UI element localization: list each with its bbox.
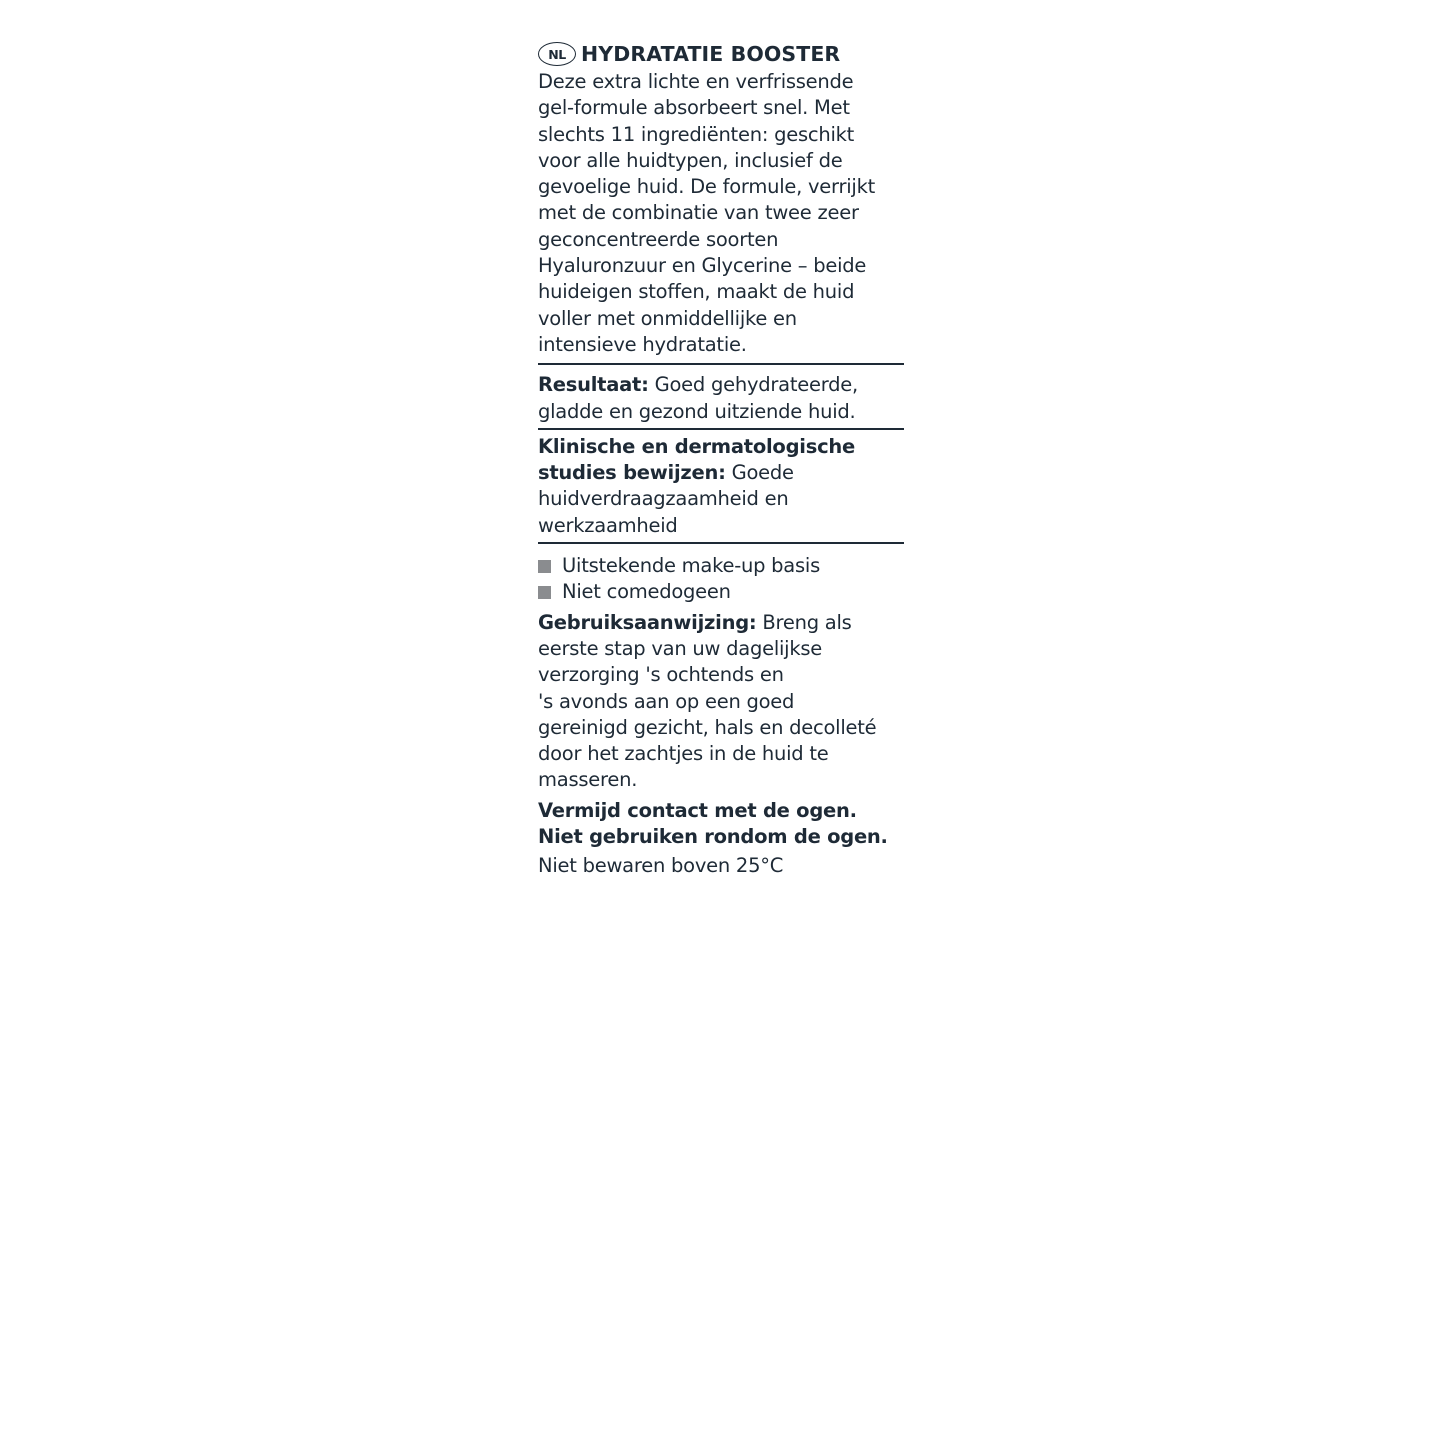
list-item-text: Niet comedogeen <box>562 580 731 604</box>
usage-line: gereinigd gezicht, hals en decolleté <box>538 715 877 739</box>
usage-line: door het zachtjes in de huid te <box>538 742 829 766</box>
result-line: gladde en gezond uitziende huid. <box>538 399 856 423</box>
intro-paragraph <box>538 69 904 358</box>
warning-line: Niet gebruiken rondom de ogen. <box>538 825 888 849</box>
intro-line: gel-formule absorbeert snel. Met <box>538 96 850 120</box>
intro-line: geconcentreerde soorten <box>538 227 779 251</box>
square-bullet-icon <box>538 560 551 573</box>
list-item <box>538 579 904 605</box>
result-label: Resultaat: <box>538 373 649 397</box>
language-badge: NL <box>538 42 576 66</box>
usage-line <box>538 610 904 636</box>
clinical-text: Goede <box>725 461 794 485</box>
storage-note <box>538 853 904 879</box>
result-text: Goed gehydrateerde, <box>648 373 859 397</box>
usage-text: Breng als <box>756 610 852 634</box>
clinical-line: huidverdraagzaamheid en <box>538 487 789 511</box>
intro-line: huideigen stoffen, maakt de huid <box>538 280 855 304</box>
list-item <box>538 553 904 579</box>
usage-line: verzorging 's ochtends en <box>538 663 784 687</box>
usage-line: 's avonds aan op een goed <box>538 689 795 713</box>
product-title: HYDRATATIE BOOSTER <box>581 42 841 66</box>
storage-text: Niet bewaren boven 25°C <box>538 854 784 878</box>
intro-line: Deze extra lichte en verfrissende <box>538 70 854 93</box>
divider <box>538 542 904 544</box>
result-paragraph <box>538 372 904 425</box>
title-row <box>538 39 904 69</box>
square-bullet-icon <box>538 586 551 599</box>
intro-line: slechts 11 ingrediënten: geschikt <box>538 122 855 146</box>
clinical-paragraph <box>538 434 904 539</box>
warning-paragraph <box>538 798 904 851</box>
result-line <box>538 372 904 398</box>
warning-line: Vermijd contact met de ogen. <box>538 798 857 822</box>
usage-label: Gebruiksaanwijzing: <box>538 610 757 634</box>
intro-line: Hyaluronzuur en Glycerine – beide <box>538 254 867 278</box>
intro-line: intensieve hydratatie. <box>538 332 747 356</box>
usage-line: eerste stap van uw dagelijkse <box>538 636 823 660</box>
clinical-line <box>538 460 904 486</box>
clinical-label: Klinische en dermatologische <box>538 434 855 458</box>
divider <box>538 363 904 365</box>
intro-line: met de combinatie van twee zeer <box>538 201 859 225</box>
product-description-panel <box>538 39 904 880</box>
list-item-text: Uitstekende make-up basis <box>562 554 820 578</box>
usage-line: masseren. <box>538 768 638 792</box>
intro-line: gevoelige huid. De formule, verrijkt <box>538 175 876 199</box>
intro-line: voller met onmiddellijke en <box>538 306 797 330</box>
divider <box>538 428 904 430</box>
usage-paragraph <box>538 610 904 794</box>
clinical-line: werkzaamheid <box>538 513 678 537</box>
intro-line: voor alle huidtypen, inclusief de <box>538 148 843 172</box>
feature-list <box>538 553 904 606</box>
clinical-label-cont: studies bewijzen: <box>538 461 726 485</box>
